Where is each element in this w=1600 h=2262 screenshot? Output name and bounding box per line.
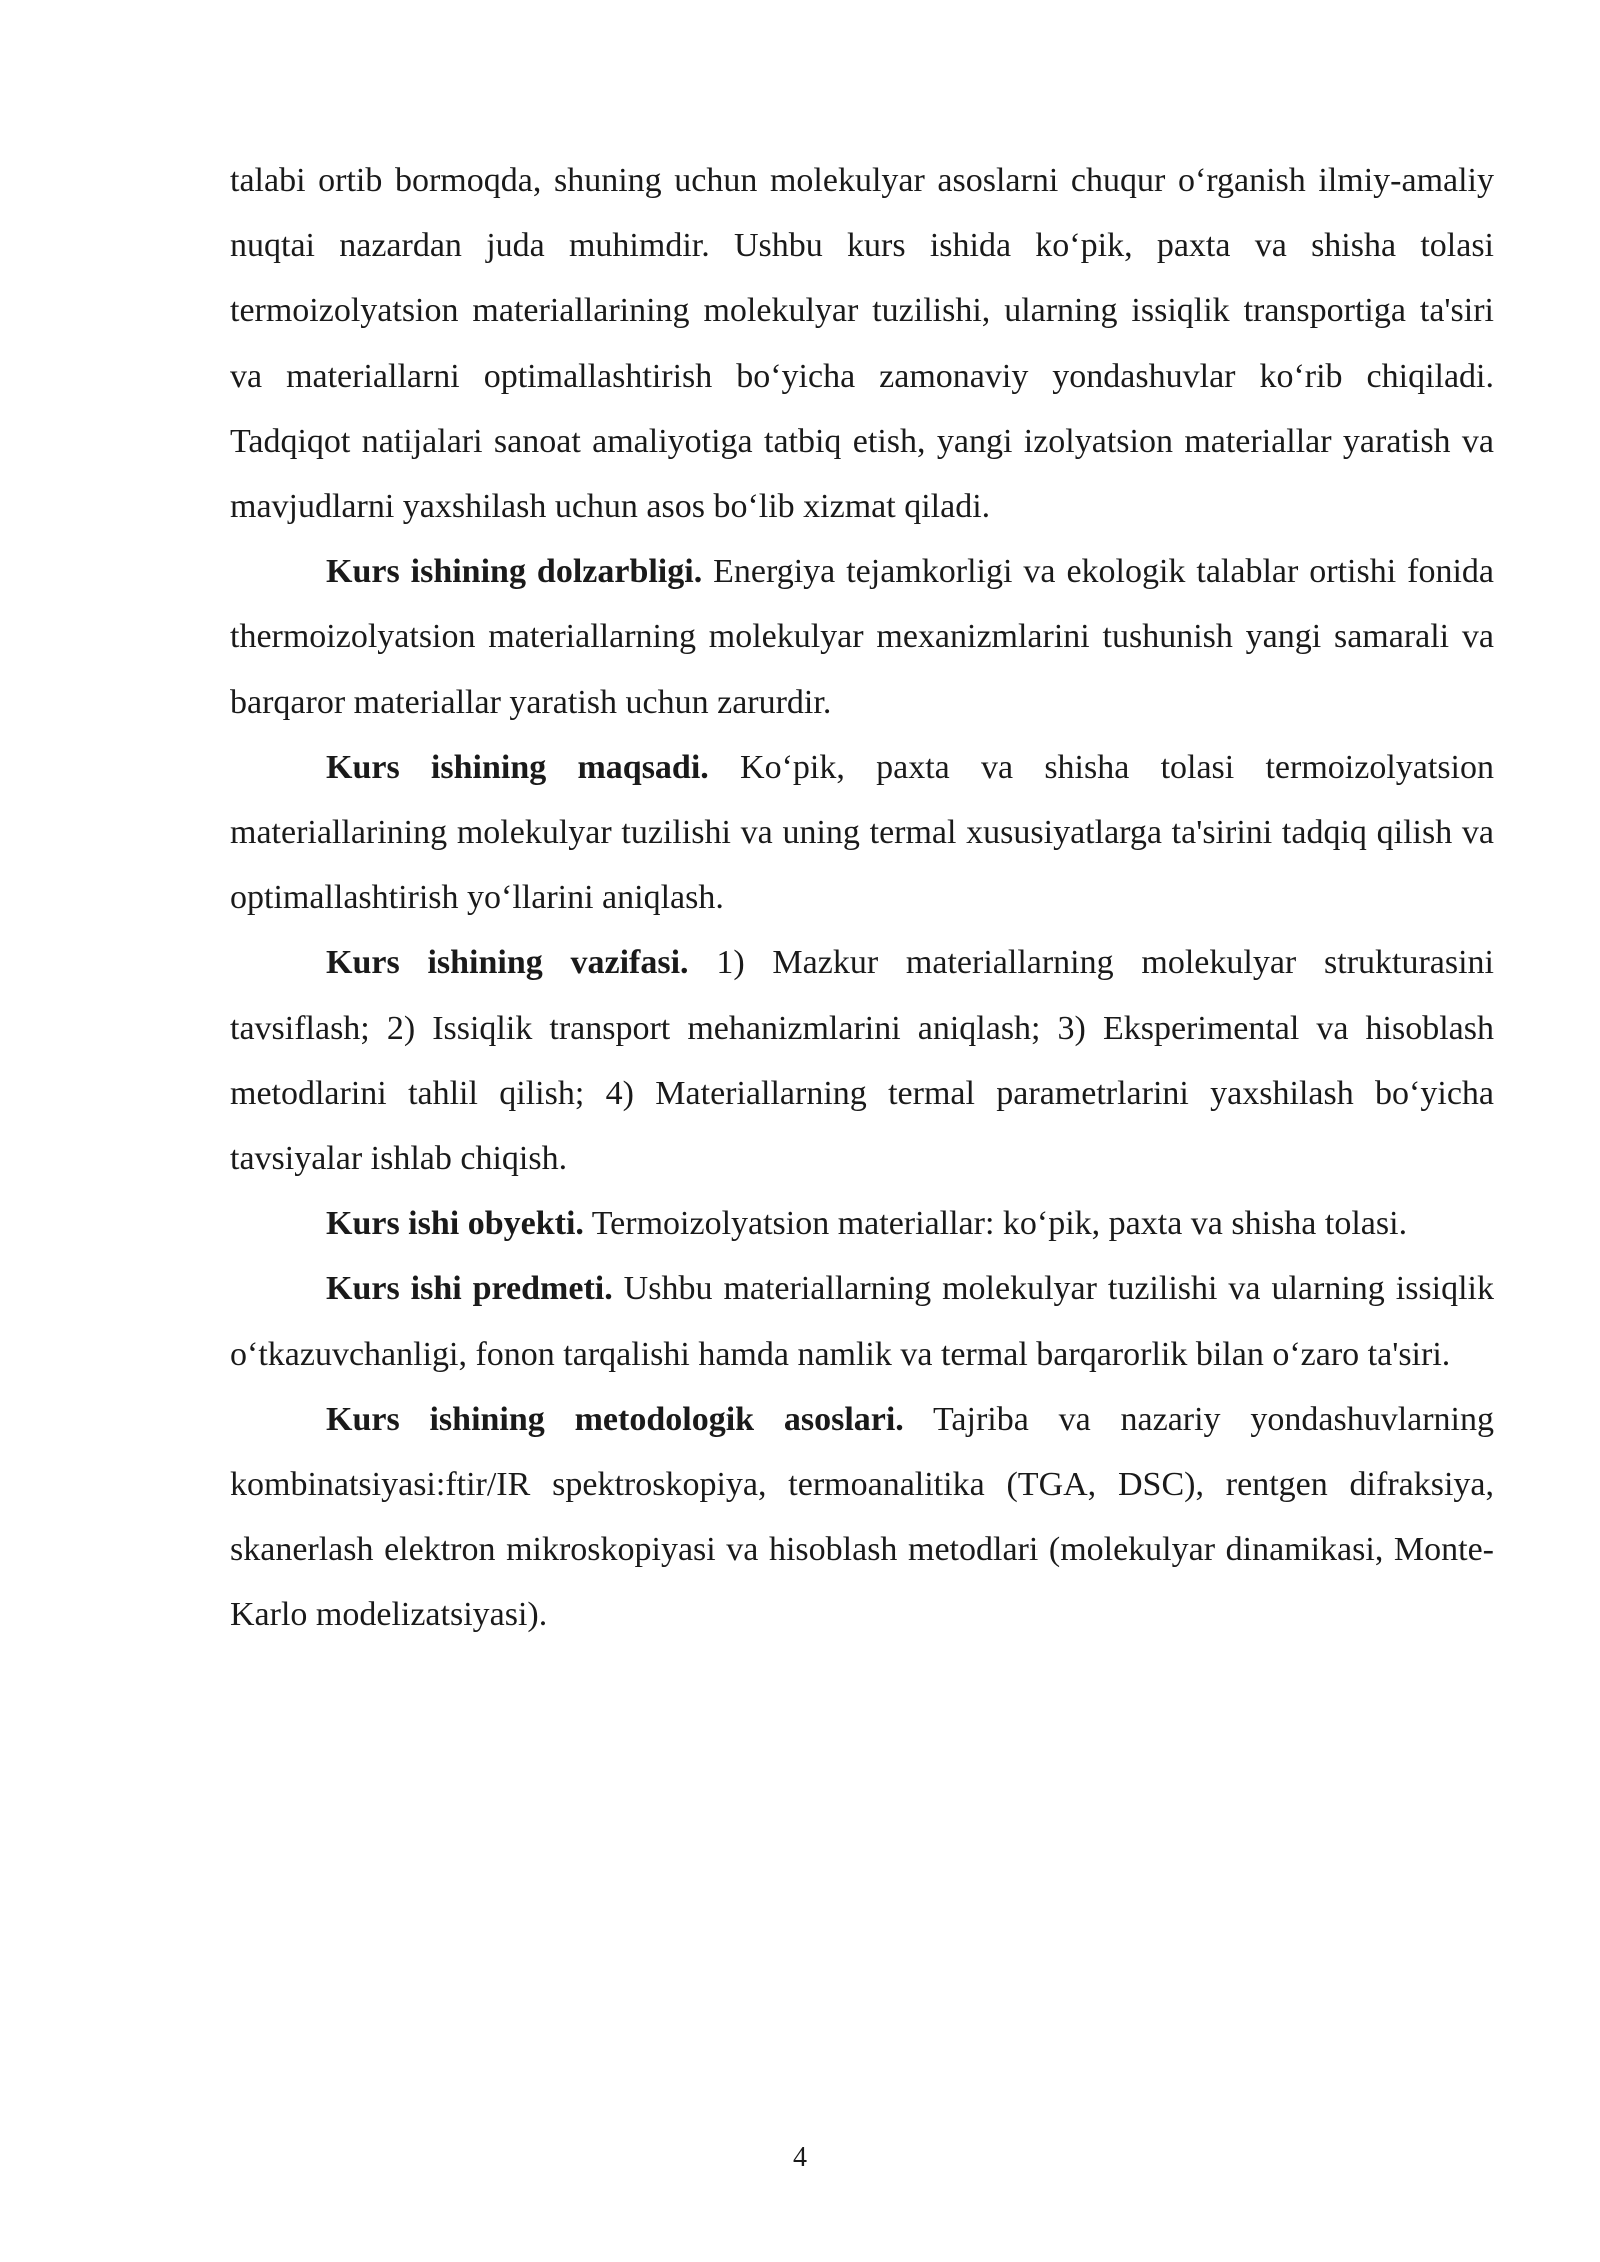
paragraph-metodologik-asoslari <box>230 1387 1494 1648</box>
section-text: Energiya tejamkorligi va ekologik talablar ortishi fonida thermoizolyatsion materiallarning molekulyar mexanizmlarini tushunish yangi samarali va barqaror materiallar yaratish uchun zarurdir. <box>230 553 1495 721</box>
section-text: Tajriba va nazariy yondashuvlarning kombinatsiyasi:ftir/IR spektroskopiya, termoanalitika (TGA, DSC), rentgen difraksiya, skanerlash elektron mikroskopiyasi va hisoblash metodlari (molekulyar dinamikasi, Monte-Karlo modelizatsiyasi). <box>230 1400 1494 1634</box>
section-text: 1) Mazkur materiallarning molekulyar strukturasini tavsiflash; 2) Issiqlik transport mehanizmlarini aniqlash; 3) Eksperimental va hisoblash metodlarini tahlil qilish; 4) Materiallarning termal parametrlarini yaxshilash bo‘yicha tavsiyalar ishlab chiqish. <box>230 944 1494 1178</box>
body-text <box>230 148 1494 1648</box>
paragraph-maqsadi <box>230 735 1494 931</box>
section-heading: Kurs ishining vazifasi. <box>326 944 689 982</box>
paragraph-obyekti <box>230 1191 1494 1256</box>
section-heading: Kurs ishi predmeti. <box>326 1270 613 1308</box>
section-text: Termoizolyatsion materiallar: ko‘pik, paxta va shisha tolasi. <box>583 1205 1408 1243</box>
paragraph-vazifasi <box>230 930 1494 1191</box>
section-heading: Kurs ishining maqsadi. <box>326 748 709 786</box>
intro-paragraph: talabi ortib bormoqda, shuning uchun molekulyar asoslarni chuqur o‘rganish ilmiy-amaliy nuqtai nazardan juda muhimdir. Ushbu kurs ishida ko‘pik, paxta va shisha tolasi termoizolyatsion materiallarining molekulyar tuzilishi, ularning issiqlik transportiga ta'siri va materiallarni optimallashtirish bo‘yicha zamonaviy yondashuvlar ko‘rib chiqiladi. Tadqiqot natijalari sanoat amaliyotiga tatbiq etish, yangi izolyatsion materiallar yaratish va mavjudlarni yaxshilash uchun asos bo‘lib xizmat qiladi. <box>230 162 1494 526</box>
section-heading: Kurs ishi obyekti. <box>326 1205 584 1243</box>
section-text: Ko‘pik, paxta va shisha tolasi termoizolyatsion materiallarining molekulyar tuzilishi va uning termal xususiyatlarga ta'sirini tadqiq qilish va optimallashtirish yo‘llarini aniqlash. <box>230 748 1494 917</box>
page-number: 4 <box>793 2142 807 2173</box>
paragraph-dolzarbligi <box>230 539 1494 735</box>
section-heading: Kurs ishining dolzarbligi. <box>326 553 703 591</box>
section-text: Ushbu materiallarning molekulyar tuzilishi va ularning issiqlik o‘tkazuvchanligi, fonon tarqalishi hamda namlik va termal barqarorlik bilan o‘zaro ta'siri. <box>230 1270 1494 1373</box>
paragraph-predmeti <box>230 1256 1494 1386</box>
section-heading: Kurs ishining metodologik asoslari. <box>326 1400 904 1438</box>
